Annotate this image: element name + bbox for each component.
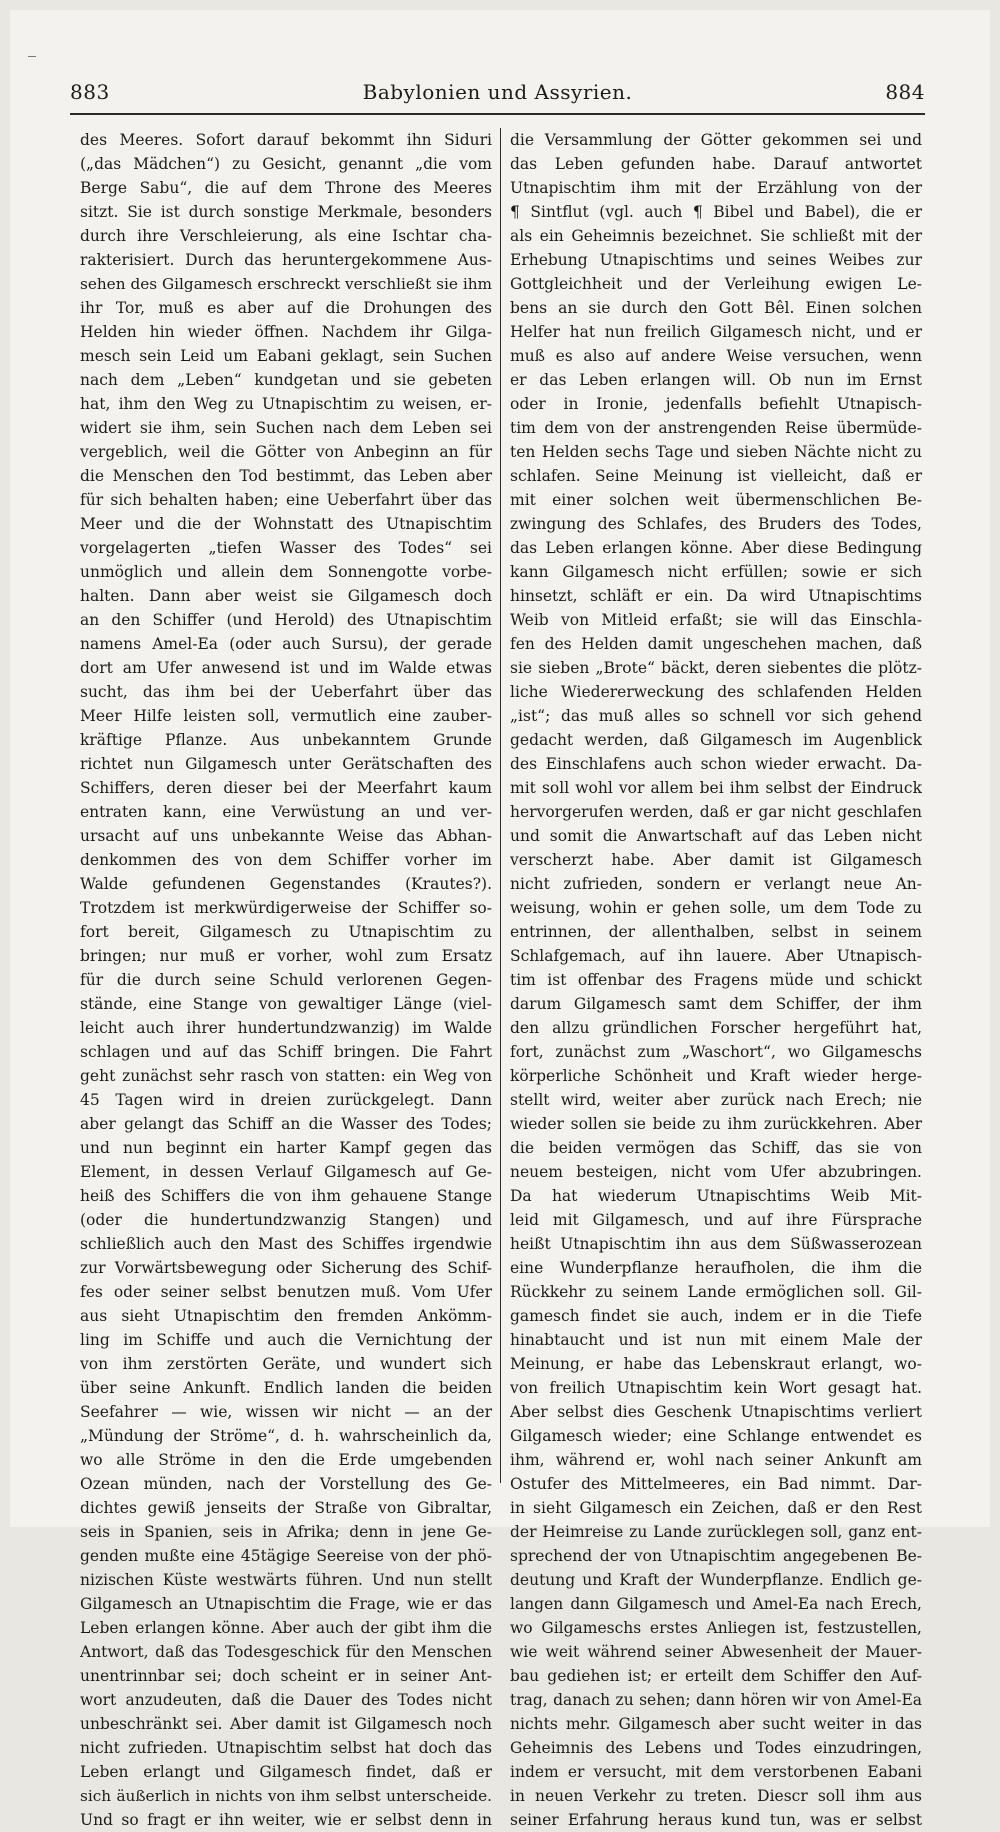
text-line: indem er versucht, mit dem verstorbenen Eabani xyxy=(510,1763,922,1781)
text-line: die Menschen den Tod bestimmt, das Leben aber xyxy=(80,467,492,485)
text-line: unentrinnbar sei; doch scheint er in seiner Ant- xyxy=(80,1667,492,1685)
text-line: dort am Ufer anwesend ist und im Walde etwas xyxy=(80,659,492,677)
text-line: vergeblich, weil die Götter von Anbeginn an für xyxy=(80,443,492,461)
text-line: in neuen Verkehr zu treten. Diescr soll ihm aus xyxy=(510,1787,922,1805)
text-line: Seefahrer — wie, wissen wir nicht — an der xyxy=(80,1403,492,1421)
text-line: fort bereit, Gilgamesch zu Utnapischtim zu xyxy=(80,923,492,941)
text-line: zwingung des Schlafes, des Bruders des Todes, xyxy=(510,515,922,533)
text-line: entraten kann, eine Verwüstung an und ver- xyxy=(80,803,492,821)
text-line: mesch sein Leid um Eabani geklagt, sein Suchen xyxy=(80,347,492,365)
text-line: „Mündung der Ströme“, d. h. wahrscheinlich da, xyxy=(80,1427,492,1445)
text-line: ihr Tor, muß es aber auf die Drohungen des xyxy=(80,299,492,317)
text-line: ten Helden sechs Tage und sieben Nächte nicht zu xyxy=(510,443,922,461)
text-line: ihm, während er, wohl nach seiner Ankunft am xyxy=(510,1451,922,1469)
text-line: Da hat wiederum Utnapischtims Weib Mit- xyxy=(510,1187,922,1205)
text-line: wo alle Ströme in den die Erde umgebenden xyxy=(80,1451,492,1469)
text-line: eine Wunderpflanze heraufholen, die ihm die xyxy=(510,1259,922,1277)
text-column-left xyxy=(80,128,492,1832)
text-line: Gilgamesch wieder; eine Schlange entwendet es xyxy=(510,1427,922,1445)
text-line: aber gelangt das Schiff an die Wasser des Todes; xyxy=(80,1115,492,1133)
text-line: Aber selbst dies Geschenk Utnapischtims verliert xyxy=(510,1403,922,1421)
text-line: nach dem „Leben“ kundgetan und sie gebeten xyxy=(80,371,492,389)
text-line: (oder die hundertundzwanzig Stangen) und xyxy=(80,1211,492,1229)
text-line: wie weit während seiner Abwesenheit der Mauer- xyxy=(510,1643,922,1661)
text-line: er das Leben erlangen will. Ob nun im Ernst xyxy=(510,371,922,389)
text-line: das Leben erlangen könne. Aber diese Bedingung xyxy=(510,539,922,557)
header-rule xyxy=(70,113,925,115)
text-line: heißt Utnapischtim ihn aus dem Süßwasserozean xyxy=(510,1235,922,1253)
text-line: des Meeres. Sofort darauf bekommt ihn Siduri xyxy=(80,131,492,149)
text-line: darum Gilgamesch samt dem Schiffer, der ihm xyxy=(510,995,922,1013)
text-line: muß es also auf andere Weise versuchen, wenn xyxy=(510,347,922,365)
text-line: und nun beginnt ein harter Kampf gegen das xyxy=(80,1139,492,1157)
text-line: fort, zunächst zum „Waschort“, wo Gilgameschs xyxy=(510,1043,922,1061)
text-line: in sieht Gilgamesch ein Zeichen, daß er den Rest xyxy=(510,1499,922,1517)
text-line: Schlafgemach, auf ihn lauere. Aber Utnapisch- xyxy=(510,947,922,965)
text-line: von ihm zerstörten Geräte, und wundert sich xyxy=(80,1355,492,1373)
text-line: gamesch findet sie auch, indem er in die Tiefe xyxy=(510,1307,922,1325)
text-line: Gilgamesch an Utnapischtim die Frage, wie er das xyxy=(80,1595,492,1613)
text-line: Und so fragt er ihn weiter, wie er selbst denn in xyxy=(80,1811,492,1829)
text-line: mit einer solchen weit übermenschlichen Be- xyxy=(510,491,922,509)
text-line: nicht zufrieden. Utnapischtim selbst hat doch das xyxy=(80,1739,492,1757)
text-line: Meer und die der Wohnstatt des Utnapischtim xyxy=(80,515,492,533)
text-line: von freilich Utnapischtim kein Wort gesagt hat. xyxy=(510,1379,922,1397)
text-line: Helden hin wieder öffnen. Nachdem ihr Gilga- xyxy=(80,323,492,341)
text-line: geht zunächst sehr rasch von statten: ein Weg von xyxy=(80,1067,492,1085)
text-line: Trotzdem ist merkwürdigerweise der Schiffer so- xyxy=(80,899,492,917)
text-line: mit soll wohl vor allem bei ihm selbst der Eindruck xyxy=(510,779,922,797)
column-divider xyxy=(500,128,501,1483)
text-line: sucht, das ihm bei der Ueberfahrt über das xyxy=(80,683,492,701)
text-line: seis in Spanien, seis in Afrika; denn in jene Ge- xyxy=(80,1523,492,1541)
text-line: unbeschränkt sei. Aber damit ist Gilgamesch noch xyxy=(80,1715,492,1733)
text-line: wort anzudeuten, daß die Dauer des Todes nicht xyxy=(80,1691,492,1709)
text-line: Weib von Mitleid erfaßt; sie will das Einschla- xyxy=(510,611,922,629)
text-line: bens an sie durch den Gott Bêl. Einen solchen xyxy=(510,299,922,317)
text-line: Schiffers, deren dieser bei der Meerfahrt kaum xyxy=(80,779,492,797)
text-line: langen dann Gilgamesch und Amel-Ea nach Erech, xyxy=(510,1595,922,1613)
text-line: seiner Erfahrung heraus kund tun, was er selbst xyxy=(510,1811,922,1829)
text-column-right xyxy=(510,128,922,1832)
text-line: der Heimreise zu Lande zurücklegen soll, ganz ent- xyxy=(510,1523,922,1541)
text-line: Utnapischtim ihm mit der Erzählung von der xyxy=(510,179,922,197)
text-line: Leben erlangen könne. Aber auch der gibt ihm die xyxy=(80,1619,492,1637)
text-line: die beiden vermögen das Schiff, das sie von xyxy=(510,1139,922,1157)
text-line: Meinung, er habe das Lebenskraut erlangt, wo- xyxy=(510,1355,922,1373)
text-line: ling im Schiffe und auch die Vernichtung der xyxy=(80,1331,492,1349)
text-line: tim ist offenbar des Fragens müde und schickt xyxy=(510,971,922,989)
text-line: genden mußte eine 45tägige Seereise von der phö- xyxy=(80,1547,492,1565)
text-line: sie sieben „Brote“ bäckt, deren siebentes die plötz- xyxy=(510,659,922,677)
text-line: Rückkehr zu seinem Lande ermöglichen soll. Gil- xyxy=(510,1283,922,1301)
text-line: verscherzt habe. Aber damit ist Gilgamesch xyxy=(510,851,922,869)
text-line: an den Schiffer (und Herold) des Utnapischtim xyxy=(80,611,492,629)
text-line: zur Vorwärtsbewegung oder Sicherung des Schif- xyxy=(80,1259,492,1277)
text-line: sich äußerlich in nichts von ihm selbst unterscheide. xyxy=(80,1787,492,1805)
text-line: Leben erlangt und Gilgamesch findet, daß er xyxy=(80,1763,492,1781)
text-line: rakterisiert. Durch das heruntergekommene Aus- xyxy=(80,251,492,269)
page-number-right: 884 xyxy=(885,80,925,104)
text-line: hinsetzt, schläft er ein. Da wird Utnapischtims xyxy=(510,587,922,605)
text-line: hat, ihm den Weg zu Utnapischtim zu weisen, er- xyxy=(80,395,492,413)
text-line: sehen des Gilgamesch erschreckt verschließt sie ihm xyxy=(80,275,492,293)
text-line: halten. Dann aber weist sie Gilgamesch doch xyxy=(80,587,492,605)
text-line: trag, danach zu sehen; dann hören wir von Amel-Ea xyxy=(510,1691,922,1709)
text-line: gedacht werden, daß Gilgamesch im Augenblick xyxy=(510,731,922,749)
text-line: bringen; nur muß er vorher, wohl zum Ersatz xyxy=(80,947,492,965)
text-line: nichts mehr. Gilgamesch aber sucht weiter in das xyxy=(510,1715,922,1733)
text-line: für die durch seine Schuld verlorenen Gegen- xyxy=(80,971,492,989)
text-line: fen des Helden damit ungeschehen machen, daß xyxy=(510,635,922,653)
text-line: stellt wird, weiter aber zurück nach Erech; nie xyxy=(510,1091,922,1109)
text-line: wieder sollen sie beide zu ihm zurückkehren. Aber xyxy=(510,1115,922,1133)
text-line: schlagen und auf das Schiff bringen. Die Fahrt xyxy=(80,1043,492,1061)
margin-mark xyxy=(28,56,36,57)
text-line: durch ihre Verschleierung, als eine Ischtar cha- xyxy=(80,227,492,245)
text-line: dichtes gewiß jenseits der Straße von Gibraltar, xyxy=(80,1499,492,1517)
text-line: heiß des Schiffers die von ihm gehauene Stange xyxy=(80,1187,492,1205)
text-line: sitzt. Sie ist durch sonstige Merkmale, besonders xyxy=(80,203,492,221)
text-line: namens Amel-Ea (oder auch Sursu), der gerade xyxy=(80,635,492,653)
text-line: schlafen. Seine Meinung ist vielleicht, daß er xyxy=(510,467,922,485)
text-line: körperliche Schönheit und Kraft wieder herge- xyxy=(510,1067,922,1085)
text-line: stände, eine Stange von gewaltiger Länge (viel- xyxy=(80,995,492,1013)
text-line: deutung und Kraft der Wunderpflanze. Endlich ge- xyxy=(510,1571,922,1589)
text-line: hinabtaucht und ist nun mit einem Male der xyxy=(510,1331,922,1349)
text-line: ¶ Sintflut (vgl. auch ¶ Bibel und Babel), die er xyxy=(510,203,922,221)
text-line: bau gediehen ist; er erteilt dem Schiffer den Auf- xyxy=(510,1667,922,1685)
text-line: widert sie ihm, sein Suchen nach dem Leben sei xyxy=(80,419,492,437)
text-line: tim dem von der anstrengenden Reise übermüde- xyxy=(510,419,922,437)
text-line: des Einschlafens auch schon wieder erwacht. Da- xyxy=(510,755,922,773)
text-line: nizischen Küste westwärts führen. Und nun stellt xyxy=(80,1571,492,1589)
text-line: („das Mädchen“) zu Gesicht, genannt „die vom xyxy=(80,155,492,173)
text-line: leid mit Gilgamesch, und auf ihre Fürsprache xyxy=(510,1211,922,1229)
text-line: entrinnen, der allenthalben, selbst in seinem xyxy=(510,923,922,941)
text-line: kann Gilgamesch nicht erfüllen; sowie er sich xyxy=(510,563,922,581)
text-line: und somit die Anwartschaft auf das Leben nicht xyxy=(510,827,922,845)
text-line: Antwort, daß das Todesgeschick für den Menschen xyxy=(80,1643,492,1661)
text-line: den allzu gründlichen Forscher hergeführt hat, xyxy=(510,1019,922,1037)
text-line: Meer Hilfe leisten soll, vermutlich eine zauber- xyxy=(80,707,492,725)
text-line: leicht auch ihrer hundertundzwanzig) im Walde xyxy=(80,1019,492,1037)
text-line: oder in Ironie, jedenfalls befiehlt Utnapisch- xyxy=(510,395,922,413)
text-line: schließlich auch den Mast des Schiffes irgendwie xyxy=(80,1235,492,1253)
text-line: kräftige Pflanze. Aus unbekanntem Grunde xyxy=(80,731,492,749)
text-line: wo Gilgameschs erstes Anliegen ist, festzustellen, xyxy=(510,1619,922,1637)
page-number-left: 883 xyxy=(70,80,110,104)
text-line: Walde gefundenen Gegenstandes (Krautes?). xyxy=(80,875,492,893)
text-line: denkommen des von dem Schiffer vorher im xyxy=(80,851,492,869)
text-line: als ein Geheimnis bezeichnet. Sie schließt mit der xyxy=(510,227,922,245)
text-line: hervorgerufen werden, daß er gar nicht geschlafen xyxy=(510,803,922,821)
text-line: Ostufer des Mittelmeeres, ein Bad nimmt. Dar- xyxy=(510,1475,922,1493)
text-line: Geheimnis des Lebens und Todes einzudringen, xyxy=(510,1739,922,1757)
text-line: aus sieht Utnapischtim den fremden Ankömm- xyxy=(80,1307,492,1325)
text-line: liche Wiedererweckung des schlafenden Helden xyxy=(510,683,922,701)
text-line: für sich behalten haben; eine Ueberfahrt über das xyxy=(80,491,492,509)
text-line: fes oder seiner selbst benutzen muß. Vom Ufer xyxy=(80,1283,492,1301)
text-line: vorgelagerten „tiefen Wasser des Todes“ sei xyxy=(80,539,492,557)
text-line: nicht zufrieden, sondern er verlangt neue An- xyxy=(510,875,922,893)
text-line: Gottgleichheit und der Verleihung ewigen Le- xyxy=(510,275,922,293)
text-line: über seine Ankunft. Endlich landen die beiden xyxy=(80,1379,492,1397)
text-line: Berge Sabu“, die auf dem Throne des Meeres xyxy=(80,179,492,197)
text-line: ursacht auf uns unbekannte Weise das Abhan- xyxy=(80,827,492,845)
text-line: die Versammlung der Götter gekommen sei und xyxy=(510,131,922,149)
running-title: Babylonien und Assyrien. xyxy=(362,80,633,104)
text-line: richtet nun Gilgamesch unter Gerätschaften des xyxy=(80,755,492,773)
text-line: unmöglich und allein dem Sonnengotte vorbe- xyxy=(80,563,492,581)
text-line: 45 Tagen wird in dreien zurückgelegt. Dann xyxy=(80,1091,492,1109)
running-header xyxy=(70,80,925,114)
text-line: Ozean münden, nach der Vorstellung des Ge- xyxy=(80,1475,492,1493)
text-line: weisung, wohin er gehen solle, um dem Tode zu xyxy=(510,899,922,917)
text-line: sprechend der von Utnapischtim angegebenen Be- xyxy=(510,1547,922,1565)
text-line: Element, in dessen Verlauf Gilgamesch auf Ge- xyxy=(80,1163,492,1181)
text-line: „ist“; das muß alles so schnell vor sich gehend xyxy=(510,707,922,725)
text-line: das Leben gefunden habe. Darauf antwortet xyxy=(510,155,922,173)
text-line: Erhebung Utnapischtims und seines Weibes zur xyxy=(510,251,922,269)
text-line: neuem besteigen, nicht vom Ufer abzubringen. xyxy=(510,1163,922,1181)
text-line: Helfer hat nun freilich Gilgamesch nicht, und er xyxy=(510,323,922,341)
